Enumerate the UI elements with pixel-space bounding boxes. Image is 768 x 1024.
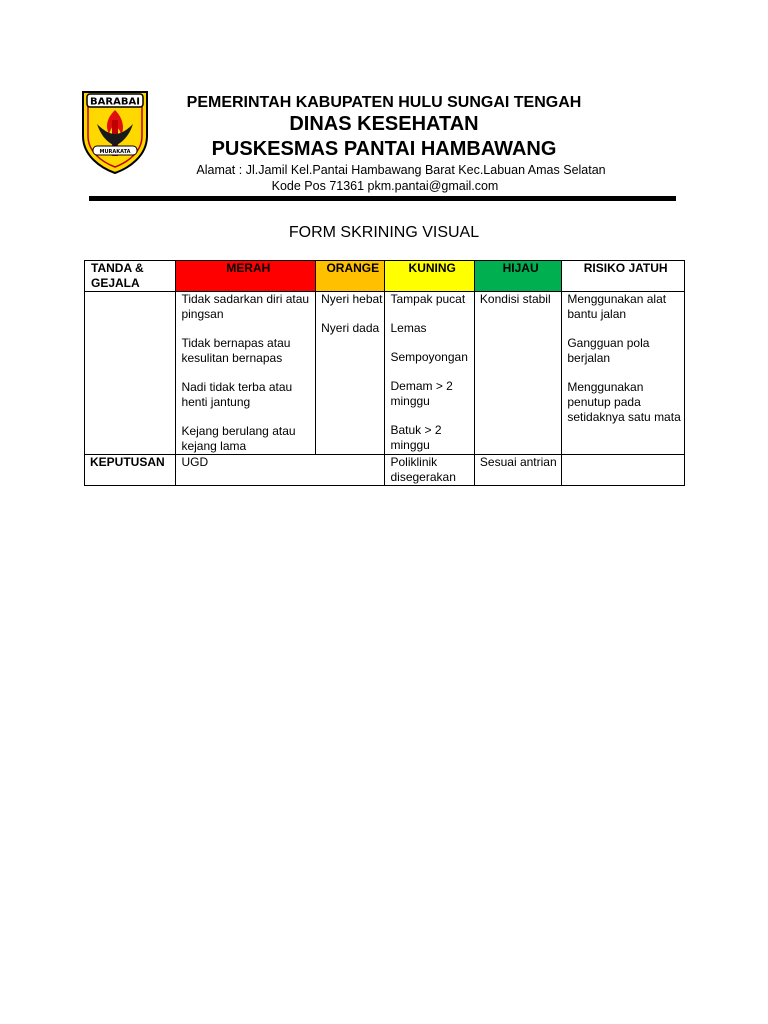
row-label-empty [85,292,176,455]
header-address: Alamat : Jl.Jamil Kel.Pantai Hambawang Barat Kec.Labuan Amas Selatan [196,163,606,177]
header-divider [89,196,676,201]
cell-kuning [385,292,474,455]
col-header-tanda-gejala: TANDA & GEJALA [85,261,176,292]
cell-risiko-jatuh [562,292,685,455]
list-item: Batuk > 2 minggu [390,423,442,452]
keputusan-risiko [562,455,685,486]
list-item: Tidak sadarkan diri atau pingsan [181,292,310,321]
col-header-orange: ORANGE [316,261,385,292]
emblem-top-text: BARABAI [90,96,140,108]
cell-orange [316,292,385,455]
list-item: Tidak bernapas atau kesulitan bernapas [181,336,291,365]
header-department-line: DINAS KESEHATAN [289,113,479,135]
header-government-line: PEMERINTAH KABUPATEN HULU SUNGAI TENGAH [186,94,582,111]
list-item: Gangguan pola berjalan [567,336,650,365]
col-header-hijau: HIJAU [474,261,561,292]
header-postal-email: Kode Pos 71361 pkm.pantai@gmail.com [271,179,499,193]
barabai-emblem-logo [79,90,151,174]
list-item: Lemas [390,321,427,335]
list-item: Kejang berulang atau kejang lama [181,424,296,453]
list-item: Nadi tidak terba atau henti jantung [181,380,293,409]
list-item: Tampak pucat [390,292,466,306]
cell-hijau [474,292,561,455]
list-item: Kondisi stabil [479,292,551,306]
keputusan-hijau: Sesuai antrian [474,455,561,486]
table-row-keputusan [85,455,685,486]
col-header-merah: MERAH [176,261,316,292]
form-title: FORM SKRINING VISUAL [288,224,480,241]
table-row-gejala [85,292,685,455]
list-item: Nyeri dada [321,321,380,335]
cell-merah [176,292,316,455]
screening-table [84,260,685,486]
table-header-row [85,261,685,292]
emblem-bottom-text: MURAKATA [99,149,131,155]
col-header-kuning: KUNING [385,261,474,292]
list-item: Sempoyongan [390,350,468,364]
list-item: Menggunakan penutup pada setidaknya satu mata [567,380,681,424]
list-item: Menggunakan alat bantu jalan [567,292,667,321]
list-item: Demam > 2 minggu [390,379,453,408]
header-puskesmas-line: PUSKESMAS PANTAI HAMBAWANG [211,138,557,160]
keputusan-merah-orange: UGD [176,455,385,486]
row-label-keputusan: KEPUTUSAN [85,455,176,486]
keputusan-kuning: Poliklinik disegerakan [385,455,474,486]
col-header-risiko-jatuh: RISIKO JATUH [562,261,685,292]
list-item: Nyeri hebat [321,292,383,306]
